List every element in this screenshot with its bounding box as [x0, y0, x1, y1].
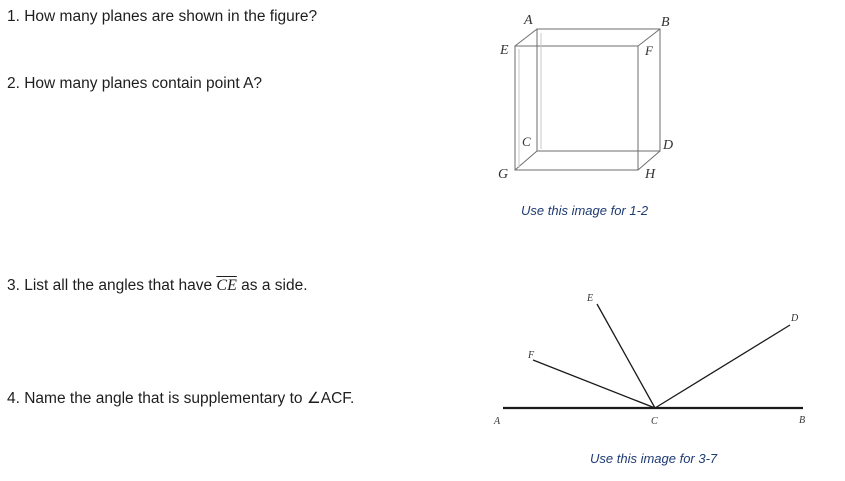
question-4: 4. Name the angle that is supplementary to ∠ACF.: [7, 390, 355, 407]
ray-c-e: [597, 304, 655, 408]
edge-e-a: [515, 29, 537, 46]
question-3-suffix: as a side.: [236, 277, 308, 294]
question-1: 1. How many planes are shown in the figure?: [7, 8, 318, 25]
label-a2: A: [494, 416, 501, 427]
label-c: C: [522, 134, 531, 149]
label-h: H: [645, 167, 656, 182]
label-f2: F: [528, 350, 535, 361]
box-figure: [515, 29, 660, 170]
label-d: D: [663, 138, 674, 153]
label-b: B: [661, 15, 670, 30]
question-3-prefix: 3. List all the angles that have: [7, 277, 217, 294]
label-a: A: [524, 13, 533, 28]
ray-c-f: [533, 360, 655, 408]
caption-figure-2: Use this image for 3-7: [590, 451, 718, 466]
ray-c-d: [655, 325, 790, 408]
label-g: G: [498, 167, 509, 182]
label-f: F: [645, 43, 653, 58]
label-e: E: [500, 43, 509, 58]
label-e2: E: [587, 293, 594, 304]
label-c2: C: [651, 416, 658, 427]
label-b2: B: [799, 415, 806, 426]
angle-figure: [503, 304, 803, 408]
caption-figure-1: Use this image for 1-2: [521, 203, 649, 218]
edge-g-c: [515, 151, 537, 170]
back-face: [537, 29, 660, 151]
label-d2: D: [791, 313, 799, 324]
question-2: 2. How many planes contain point A?: [7, 75, 263, 92]
segment-ce: $\overline{CE}$: [216, 277, 237, 294]
